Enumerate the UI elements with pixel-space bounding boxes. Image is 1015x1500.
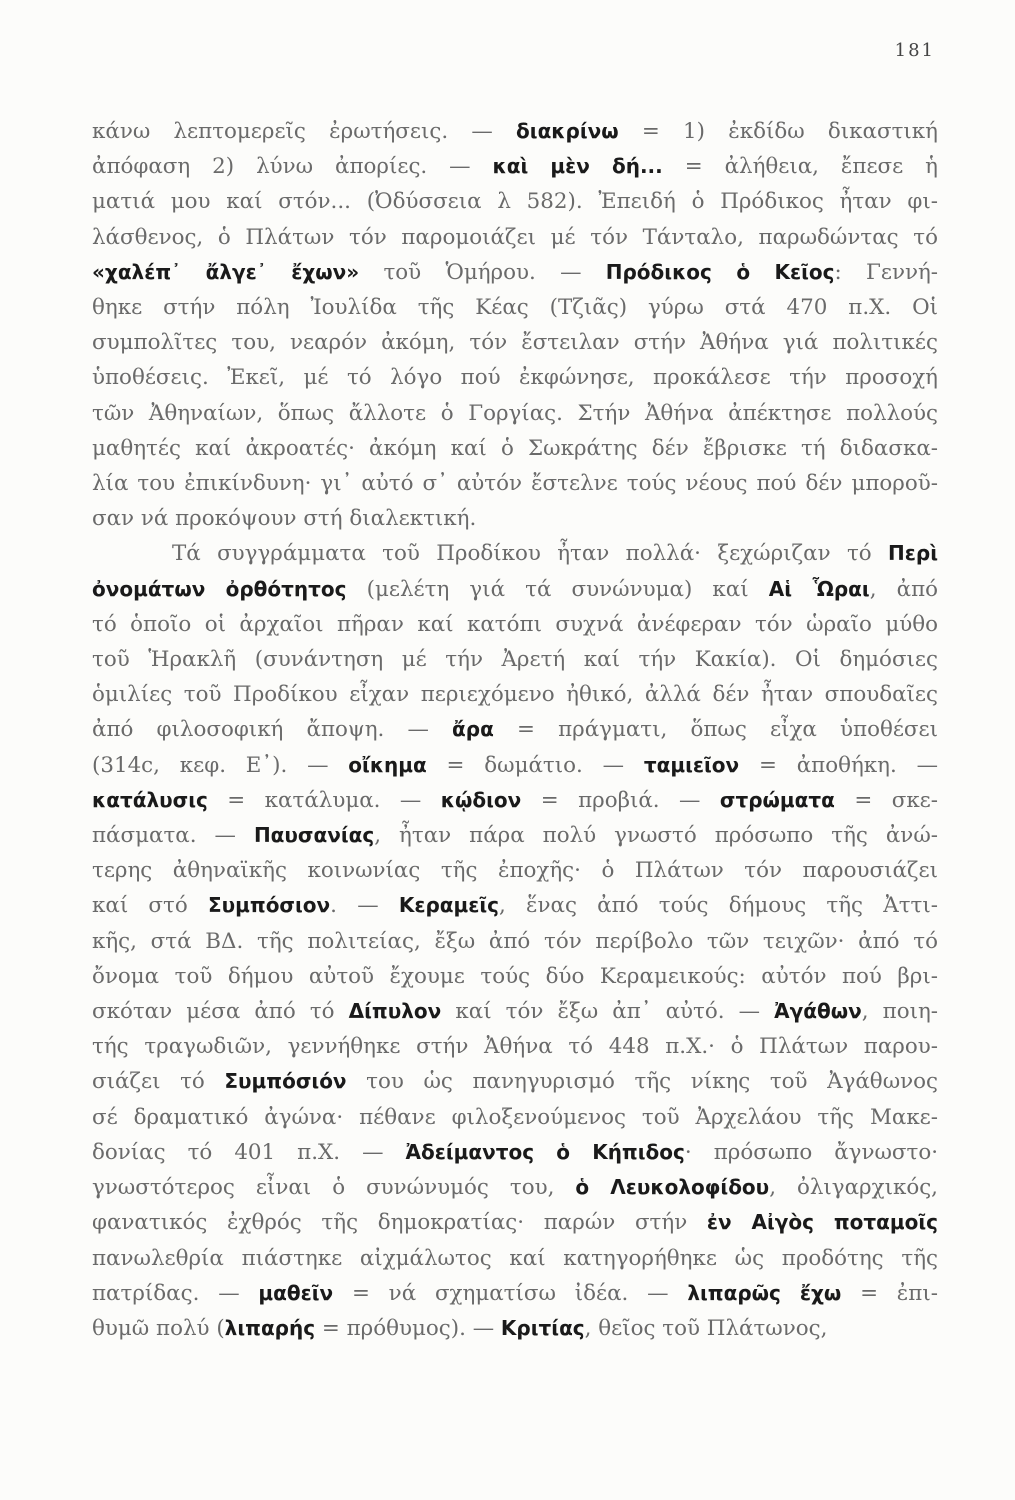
lemma-term: ὀνομάτων ὀρθότητος [92,576,347,601]
text-line [92,290,938,325]
text-line [92,853,938,888]
gloss-text: = πράγματι, ὅπως εἶχα ὑποθέσει [493,717,938,743]
gloss-text: δονίας τό 401 π.Χ. — [92,1139,406,1165]
text-line [92,959,938,994]
gloss-text: : Γεννή- [834,259,938,285]
text-line [92,431,938,466]
gloss-text: τοῦ Ἡρακλῆ (συνάντηση μέ τήν Ἀρετή καί τήν Κακία). Οἱ δημόσιες [92,647,938,673]
page-number: 181 [894,40,935,61]
text-line [92,536,938,571]
gloss-text: σιάζει τό [92,1069,225,1095]
gloss-text: τής τραγωδιῶν, γεννήθηκε στήν Ἀθήνα τό 448 π.Χ.· ὁ Πλάτων παρου- [92,1034,938,1060]
text-line [92,1241,938,1276]
text-line [92,220,938,255]
gloss-text: , ποιη- [861,999,939,1025]
gloss-text: φανατικός ἐχθρός τῆς δημοκρατίας· παρών στήν [92,1210,707,1236]
text-line [92,924,938,959]
lemma-term: κῴδιον [440,787,522,812]
lemma-term: «χαλέπ᾽ ἄλγε᾽ ἔχων» [92,259,360,284]
gloss-text: ὁμιλίες τοῦ Προδίκου εἶχαν περιεχόμενο ἠθικό, ἀλλά δέν ἦταν σπουδαῖες [92,682,938,708]
lemma-term: κατάλυσις [92,787,208,812]
gloss-text: (314c, κεφ. Ε᾽). — [92,752,349,778]
lemma-term: Κριτίας [500,1315,585,1340]
text-line [92,677,938,712]
gloss-text: ἀπόφαση 2) λύνω ἀπορίες. — [92,154,493,180]
text-line [92,325,938,360]
gloss-text: = προβιά. — [521,787,720,813]
text-line [92,1205,938,1240]
gloss-text: καί τόν ἔξω ἀπ᾽ αὐτό. — [441,999,775,1025]
text-line [92,572,938,607]
gloss-text: μαθητές καί ἀκροατές· ἀκόμη καί ὁ Σωκράτης δέν ἔβρισκε τή διδασκα- [92,435,938,461]
gloss-text: θυμῶ πολύ ( [92,1315,225,1341]
gloss-text: , ὀλιγαρχικός, [769,1175,938,1201]
gloss-text: τό ὁποῖο οἱ ἀρχαῖοι πῆραν καί κατόπι συχνά ἀνέφεραν τόν ὡραῖο μύθο [92,611,938,637]
lemma-term: ταμιεῖον [643,752,740,777]
lemma-term: λιπαρῶς ἔχω [687,1280,842,1305]
gloss-text: = 1) ἐκδίδω δικαστική [618,119,938,144]
text-line [92,1100,938,1135]
gloss-text: τοῦ Ὁμήρου. — [359,259,606,285]
text-line [92,888,938,923]
gloss-text: πατρίδας. — [92,1280,259,1306]
gloss-text: τῶν Ἀθηναίων, ὅπως ἄλλοτε ὁ Γοργίας. Στήν Ἀθήνα ἀπέκτησε πολλούς [92,400,938,426]
lemma-term: Ἀδείμαντος ὁ Κήπιδος [405,1139,685,1164]
gloss-text: , ἕνας ἀπό τούς δήμους τῆς Ἀττι- [499,893,938,919]
gloss-text: λάσθενος, ὁ Πλάτων τόν παρομοιάζει μέ τόν Τάνταλο, παρωδώντας τό [92,224,938,250]
gloss-text: πάσματα. — [92,823,254,849]
gloss-text: , ἦταν πάρα πολύ γνωστό πρόσωπο τῆς ἀνώ- [374,823,938,849]
lemma-term: Παυσανίας [253,823,375,848]
lemma-term: διακρίνω [516,119,619,143]
gloss-text: πανωλεθρία πιάστηκε αἰχμάλωτος καί κατηγορήθηκε ὡς προδότης τῆς [92,1245,938,1271]
gloss-text: = νά σχηματίσω ἰδέα. — [333,1280,688,1306]
gloss-text: ὄνομα τοῦ δήμου αὐτοῦ ἔχουμε τούς δύο Κεραμεικούς: αὐτόν πού βρι- [92,963,938,989]
gloss-text: ὑποθέσεις. Ἐκεῖ, μέ τό λόγο πού ἐκφώνησε, προκάλεσε τήν προσοχή [92,365,938,391]
lemma-term: καὶ μὲν δή... [492,154,663,179]
gloss-text: . — [330,893,399,919]
text-line [92,783,938,818]
gloss-text: = κατάλυμα. — [207,787,441,813]
lemma-term: ἄρα [452,717,494,742]
text-line [92,184,938,219]
gloss-text: = σκε- [834,787,938,813]
text-line [92,1064,938,1099]
gloss-text: = πρόθυμος). — [315,1315,501,1341]
gloss-text: κῆς, στά ΒΔ. τῆς πολιτείας, ἔξω ἀπό τόν περίβολο τῶν τειχῶν· ἀπό τό [92,928,938,954]
lemma-term: Πρόδικος ὁ Κεῖος [605,259,835,284]
text-line [92,642,938,677]
text-line [92,360,938,395]
gloss-text: σκόταν μέσα ἀπό τό [92,999,349,1025]
gloss-text: κάνω λεπτομερεῖς ἐρωτήσεις. — [92,119,517,144]
paragraph [92,114,938,536]
lemma-term: Συμπόσιόν [224,1069,347,1094]
gloss-text: · πρόσωπο ἄγνωστο· [684,1139,939,1165]
gloss-text: θηκε στήν πόλη Ἰουλίδα τῆς Κέας (Τζιᾶς) γύρω στά 470 π.Χ. Οἱ [92,295,938,321]
text-line [92,607,938,642]
lemma-term: Κεραμεῖς [398,893,500,918]
text-line [92,1276,938,1311]
text-line [92,466,938,501]
lemma-term: ἐν Αἰγὸς ποταμοῖς [706,1210,938,1235]
gloss-text: γνωστότερος εἶναι ὁ συνώνυμός του, [92,1175,576,1201]
gloss-text: του ὡς πανηγυρισμό τῆς νίκης τοῦ Ἀγάθωνος [346,1069,938,1095]
gloss-text: ἀπό φιλοσοφική ἄποψη. — [92,717,453,743]
text-line [92,748,938,783]
gloss-text: (μελέτη γιά τά συνώνυμα) καί [346,576,769,602]
gloss-text: = ἀλήθεια, ἔπεσε ἡ [662,154,938,180]
lemma-term: Αἱ Ὧραι [768,576,870,601]
lemma-term: Συμπόσιον [207,893,331,918]
text-line [92,149,938,184]
text-line [92,1170,938,1205]
gloss-text: ματιά μου καί στόν... (Ὀδύσσεια λ 582). Ἐπειδή ὁ Πρόδικος ἦταν φι- [92,189,938,215]
text-line [92,396,938,431]
lemma-term: Δίπυλον [348,999,442,1024]
paragraph [92,536,938,1346]
gloss-text: Τά συγγράμματα τοῦ Προδίκου ἦταν πολλά· ξεχώριζαν τό [172,541,889,567]
text-line [92,114,938,149]
commentary-text [92,114,938,1346]
gloss-text: σαν νά προκόψουν στή διαλεκτική. [92,506,477,532]
gloss-text: καί στό [92,893,208,919]
text-line [92,818,938,853]
gloss-text: σέ δραματικό ἀγώνα· πέθανε φιλοξενούμενος τοῦ Ἀρχελάου τῆς Μακε- [92,1104,938,1130]
lemma-term: στρώματα [719,787,835,812]
lemma-term: μαθεῖν [258,1280,334,1305]
lemma-term: ὁ Λευκολοφίδου [575,1175,770,1200]
lemma-term: λιπαρής [224,1315,316,1340]
text-line [92,255,938,290]
text-line [92,1311,938,1346]
text-line [92,712,938,747]
text-line [92,994,938,1029]
gloss-text: , ἀπό [869,576,939,602]
gloss-text: , θεῖος τοῦ Πλάτωνος, [584,1315,828,1341]
text-line [92,1135,938,1170]
gloss-text: λία του ἐπικίνδυνη· γι᾽ αὐτό σ᾽ αὐτόν ἔστελνε τούς νέους πού δέν μποροῦ- [92,471,938,497]
lemma-term: Περὶ [888,541,938,566]
gloss-text: τερης ἀθηναϊκῆς κοινωνίας τῆς ἐποχῆς· ὁ Πλάτων τόν παρουσιάζει [92,858,938,884]
text-line [92,501,938,536]
gloss-text: = ἐπι- [841,1280,938,1306]
lemma-term: Ἀγάθων [774,999,862,1024]
gloss-text: συμπολῖτες του, νεαρόν ἀκόμη, τόν ἔστειλαν στήν Ἀθήνα γιά πολιτικές [92,330,938,356]
lemma-term: οἴκημα [348,752,427,777]
gloss-text: = ἀποθήκη. — [739,752,938,778]
gloss-text: = δωμάτιο. — [426,752,644,778]
text-line [92,1029,938,1064]
